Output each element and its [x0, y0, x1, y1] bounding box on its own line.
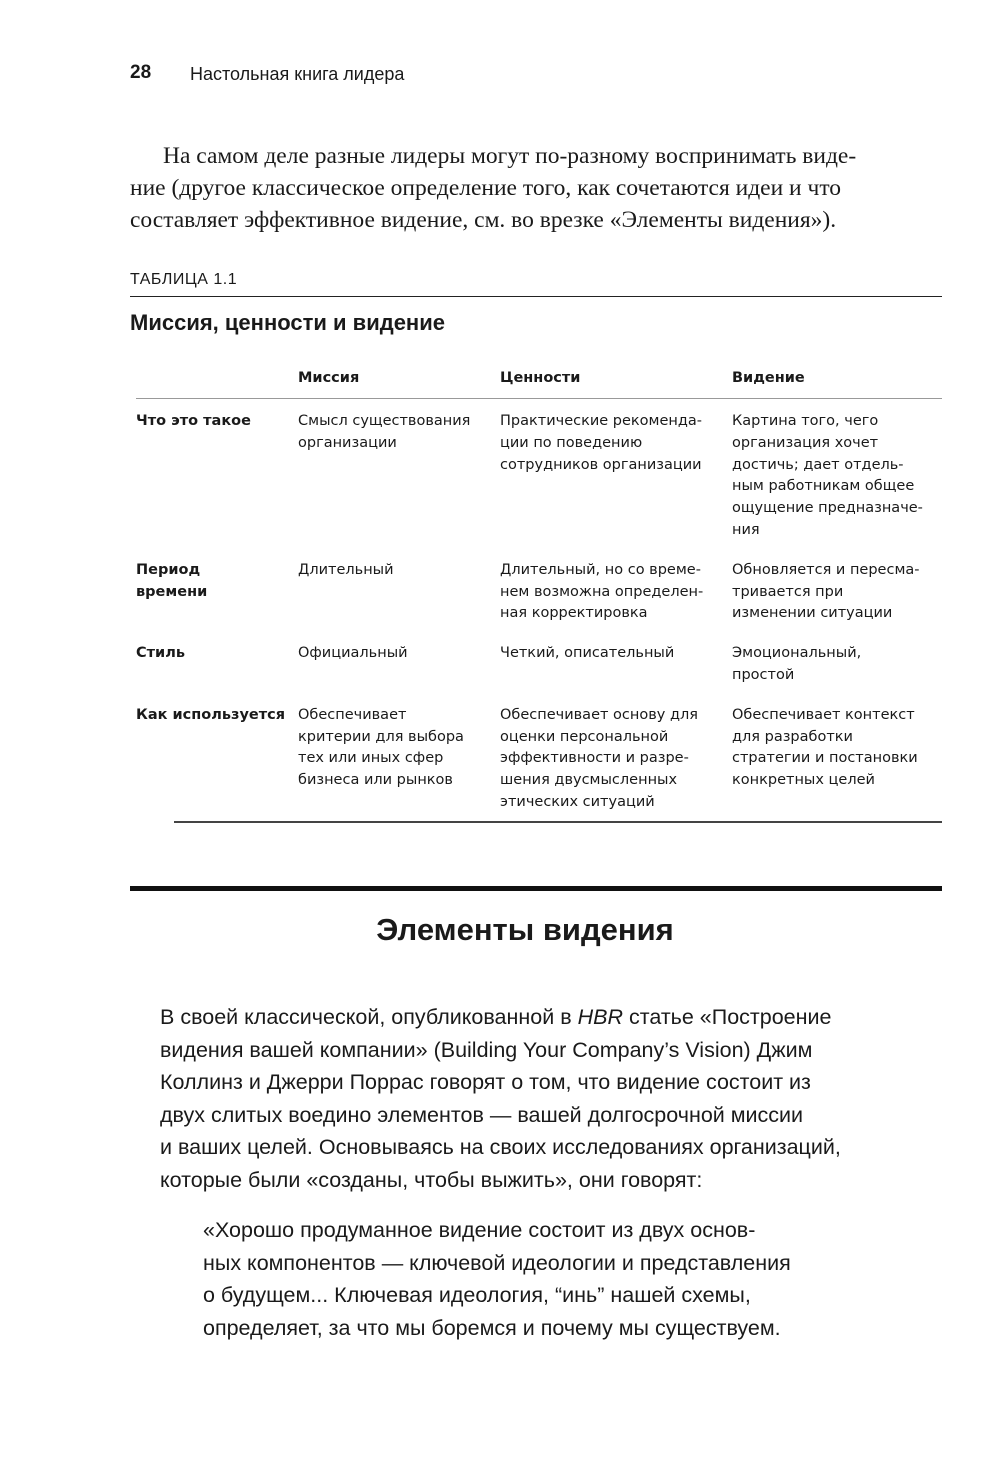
table-header-cell: Ценности [500, 370, 581, 387]
cell-line: Стиль [136, 645, 185, 662]
cell-line: Смысл существования [298, 413, 471, 429]
body-line: и ваших целей. Основываясь на своих исследованиях организаций, [160, 1135, 841, 1159]
cell-line: простой [732, 666, 795, 683]
cell-line: ным работникам общее [732, 478, 915, 495]
cell-line: тех или иных сфер [298, 750, 444, 767]
cell-line: Четкий, описательный [500, 645, 675, 662]
table-header-cell: Миссия [298, 370, 360, 387]
cell-line: достичь; дает отдель- [732, 456, 904, 473]
cell-line: Что это такое [136, 413, 251, 429]
body-line [160, 1001, 841, 1034]
cell-line: сотрудников организации [500, 456, 702, 473]
cell-line: критерии для выбора [298, 728, 464, 745]
cell-line: для разработки [732, 728, 853, 745]
cell-line: Период [136, 561, 201, 578]
cell-vision [732, 411, 942, 542]
body-line: видения вашей компании» (Building Your Company’s Vision) Джим [160, 1037, 813, 1062]
body-line: двух слитых воедино элементов — вашей долгосрочной миссии [160, 1102, 804, 1127]
row-label [136, 411, 298, 542]
cell-mission [298, 411, 500, 542]
cell-line: организации [298, 434, 397, 451]
cell-mission [298, 560, 500, 625]
table-bottom-rule [174, 821, 942, 823]
cell-line: ная корректировка [500, 605, 648, 622]
intro-line: составляет эффективное видение, см. во врезке «Элементы видения»). [130, 207, 837, 233]
hbr-emphasis: HBR [577, 1005, 623, 1029]
cell-line: Длительный [298, 561, 394, 578]
cell-line: Официальный [298, 645, 408, 662]
table-row [136, 411, 942, 542]
cell-line: Обновляется и пересма- [732, 561, 920, 578]
table-top-rule [130, 296, 942, 297]
cell-line: организация хочет [732, 434, 879, 451]
cell-line: Обеспечивает контекст [732, 706, 915, 723]
body-text: В своей классической, опубликованной в [160, 1005, 578, 1029]
cell-line: тривается при [732, 583, 844, 600]
cell-line: Эмоциональный, [732, 645, 862, 662]
running-title: Настольная книга лидера [190, 64, 405, 84]
table-label: ТАБЛИЦА 1.1 [130, 271, 238, 288]
row-label [136, 560, 298, 625]
sidebar-quote [203, 1214, 791, 1344]
cell-line: ции по поведению [500, 434, 643, 451]
cell-vision [732, 560, 942, 625]
cell-line: бизнеса или рынков [298, 772, 453, 789]
cell-line: нем возможна определен- [500, 583, 704, 600]
table-row [136, 705, 942, 814]
quote-line: о будущем... Ключевая идеология, “инь” нашей схемы, [203, 1283, 751, 1307]
page-number: 28 [130, 62, 152, 83]
row-label [136, 705, 298, 814]
cell-line: Обеспечивает основу для [500, 706, 698, 723]
cell-line: Как используется [136, 706, 286, 723]
cell-line: конкретных целей [732, 772, 875, 789]
cell-vision [732, 643, 942, 687]
table-header-cell: Видение [732, 370, 805, 387]
cell-line: Картина того, чего [732, 413, 879, 429]
cell-line: ния [732, 521, 760, 538]
cell-line: ощущение предназначе- [732, 500, 923, 517]
table-header-row [136, 360, 942, 399]
table-title: Миссия, ценности и видение [130, 310, 445, 335]
quote-line: «Хорошо продуманное видение состоит из двух основ- [203, 1218, 756, 1242]
row-label [136, 643, 298, 687]
quote-line: ных компонентов — ключевой идеологии и представления [203, 1250, 791, 1275]
sidebar-top-rule [130, 886, 942, 891]
cell-line: шения двусмысленных [500, 772, 678, 789]
cell-line: изменении ситуации [732, 605, 893, 622]
table-row [136, 560, 942, 625]
cell-line: стратегии и постановки [732, 750, 918, 767]
sidebar-body-paragraph [160, 1001, 841, 1196]
cell-line: оценки персональной [500, 728, 669, 745]
cell-values [500, 411, 732, 542]
cell-vision [732, 705, 942, 814]
cell-values [500, 705, 732, 814]
cell-line: времени [136, 583, 208, 600]
intro-line: На самом деле разные лидеры могут по-разному воспринимать виде- [163, 143, 857, 169]
intro-line: ние (другое классическое определение того, как сочетаются идеи и что [130, 175, 842, 201]
cell-values [500, 643, 732, 687]
cell-line: эффективности и разре- [500, 750, 689, 767]
quote-line: определяет, за что мы боремся и почему мы существуем. [203, 1315, 781, 1340]
mission-values-vision-table [136, 360, 942, 814]
cell-values [500, 560, 732, 625]
cell-line: Практические рекоменда- [500, 413, 703, 429]
cell-line: Обеспечивает [298, 706, 407, 723]
cell-line: Длительный, но со време- [500, 561, 701, 578]
table-row [136, 643, 942, 687]
cell-mission [298, 705, 500, 814]
body-line: Коллинз и Джерри Поррас говорят о том, что видение состоит из [160, 1070, 811, 1094]
body-text: статье «Построение [623, 1005, 832, 1029]
cell-mission [298, 643, 500, 687]
intro-paragraph [130, 140, 942, 236]
sidebar-title: Элементы видения [376, 912, 674, 947]
cell-line: этических ситуаций [500, 793, 655, 810]
body-line: которые были «созданы, чтобы выжить», они говорят: [160, 1167, 703, 1192]
